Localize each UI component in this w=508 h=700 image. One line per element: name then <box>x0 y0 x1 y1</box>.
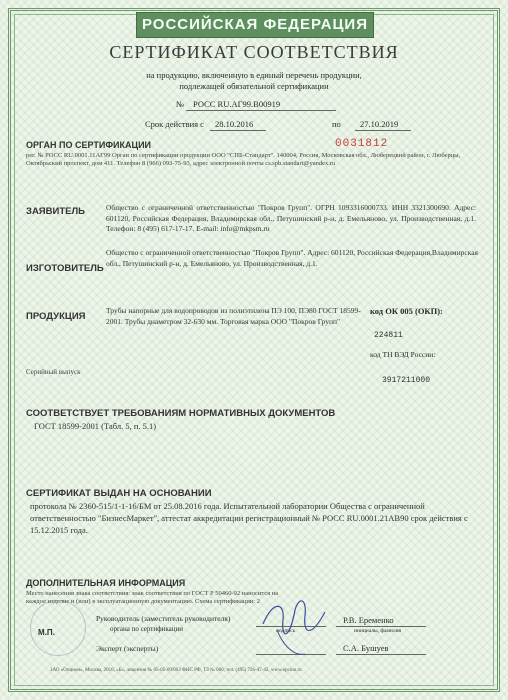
basis-text: протокола № 2360-515/1-1-16/БМ от 25.08.2016 года. Испытательной лаборатории Общества с ограниченной ответственностью "БизнесМаркет", аттестат аккредитации регистрационный № РОСС RU.0001.21АВ90 срок действия с 15.12.2015 года. <box>30 501 468 535</box>
head-signature-sublabel: органа по сертификации <box>110 625 184 633</box>
date-from-underline <box>210 130 266 131</box>
expert-name-line <box>336 654 426 655</box>
manufacturer-label: ИЗГОТОВИТЕЛЬ <box>26 263 104 274</box>
conformity-label: СООТВЕТСТВУЕТ ТРЕБОВАНИЯМ НОРМАТИВНЫХ ДОКУМЕНТОВ <box>26 408 336 419</box>
tnved-code-value: 3917211000 <box>382 376 431 385</box>
expert-name: С.А. Бушуев <box>343 643 389 653</box>
number-underline <box>186 110 336 111</box>
stamp-label: М.П. <box>38 628 55 637</box>
subtitle-line-1: на продукцию, включенную в единый перечень продукции, <box>146 70 362 80</box>
head-name: Р.В. Еременко <box>343 615 394 625</box>
product-label: ПРОДУКЦИЯ <box>26 311 86 322</box>
handwritten-signature <box>255 590 335 660</box>
applicant-text: Общество с ограниченной ответственностью "Покров Групп". ОГРН 1093316000733. ИНН 3321300690. Адрес: 601120, Российская Федерация, Владимирская обл., Петушинский р-н, д. Емельяново, ул. Производственная, д.1. Телефон: 8 (495) 617-17-17. E-mail: info@mkpsm.ru <box>106 203 476 233</box>
subtitle-line-2: подлежащей обязательной сертификации <box>179 81 329 91</box>
okp-code-value: 224811 <box>374 331 403 340</box>
additional-info-text: Место нанесения знака соответствия: знак соответствия по ГОСТ Р 50460-92 наносится на каждое изделие и (или) в эксплуатационную документацию. Схема сертификации: 2 <box>26 590 279 605</box>
certification-body-label: ОРГАН ПО СЕРТИФИКАЦИИ <box>26 140 152 150</box>
country-banner: РОССИЙСКАЯ ФЕДЕРАЦИЯ <box>136 12 374 38</box>
expert-signature-label: Эксперт (эксперты) <box>96 644 159 653</box>
number-label: № <box>176 99 185 109</box>
date-to-label: по <box>332 119 341 129</box>
tnved-code-label: код ТН ВЭД России: <box>370 350 436 359</box>
date-from: 28.10.2016 <box>215 119 254 129</box>
validity-label: Срок действия с <box>145 119 204 129</box>
date-to-underline <box>355 130 411 131</box>
head-name-line <box>336 626 426 627</box>
conformity-text: ГОСТ 18599-2001 (Табл. 5, п. 5.1) <box>34 421 157 431</box>
basis-label: СЕРТИФИКАТ ВЫДАН НА ОСНОВАНИИ <box>26 488 212 499</box>
footer-print-info: ЗАО «Опцион», Москва, 2016, «Б», лицензия № 05-05-09/003 ФНС РФ, ТЗ № 080, тел. (495) 726-47-42, www.opcion.ru <box>50 668 302 673</box>
serial-number: 0031812 <box>335 138 389 150</box>
serial-release-text: Серийный выпуск <box>26 368 81 376</box>
certificate-number: РОСС RU.АГ99.В00919 <box>193 99 281 109</box>
head-initials-hint: инициалы, фамилия <box>354 628 402 634</box>
okp-code-label: код ОК 005 (ОКП): <box>370 306 443 316</box>
head-signature-label: Руководитель (заместитель руководителя) <box>96 614 231 623</box>
additional-info-label: ДОПОЛНИТЕЛЬНАЯ ИНФОРМАЦИЯ <box>26 578 186 588</box>
certificate-title: СЕРТИФИКАТ СООТВЕТСТВИЯ <box>109 42 399 62</box>
manufacturer-text: Общество с ограниченной ответственностью "Покров Групп". Адрес: 601120, Российская Федерация,Владимирская обл., Петушинский р-н, д. Емельяново, ул. Производственная, д.1. <box>106 248 478 268</box>
head-sign-hint: подпись <box>276 628 296 634</box>
date-to: 27.10.2019 <box>360 119 399 129</box>
product-text: Трубы напорные для водопроводов из полиэтилена ПЭ 100, ПЭ80 ГОСТ 18599-2001. Трубы диаметром 32-630 мм. Торговая марка ООО "Покров Групп" <box>106 306 361 326</box>
applicant-label: ЗАЯВИТЕЛЬ <box>26 206 85 217</box>
certification-body-text: рег. № РОСС RU.0001.11АГ99 Орган по сертификации продукции ООО "СПБ-Стандарт". 140004, Россия, Московская обл., Люберецкий район, г. Люберцы, Октябрьский проспект, дом 411. Телефон 8 (966) 093-75-93, адрес электронной почты cs.spb.standart@yandex.ru <box>26 152 461 167</box>
